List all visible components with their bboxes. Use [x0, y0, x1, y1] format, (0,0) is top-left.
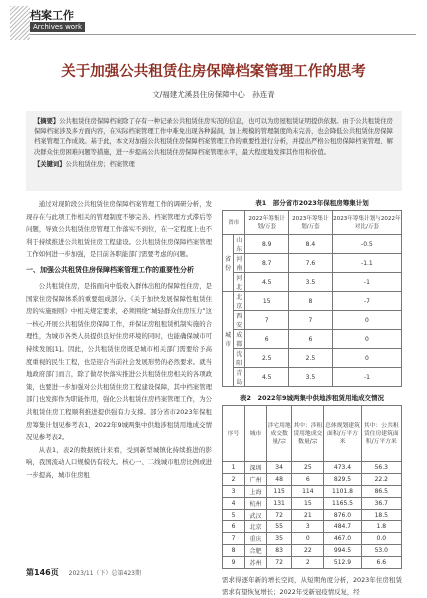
table2-header: 城市 — [245, 406, 267, 462]
table2-cell: 55 — [267, 521, 292, 533]
table2-cell: 876.0 — [324, 509, 361, 521]
table2-cell: 苏州 — [245, 557, 267, 569]
table1-cell: 3.5 — [289, 368, 333, 387]
table2-header: 序号 — [223, 406, 245, 462]
table1-group-label: 省份 — [223, 235, 234, 292]
decorative-stripes — [10, 6, 30, 40]
table2-cell: 34 — [267, 462, 292, 474]
table1-cell: 4.5 — [245, 368, 289, 387]
table1-cell: -7 — [332, 292, 401, 311]
abstract-box — [26, 111, 402, 191]
issue-info: 2023/11（下）总第423期 — [68, 570, 142, 577]
table2-row — [223, 533, 402, 545]
table2-row — [223, 473, 402, 485]
table2-header: 涉宅用地成交数量/宗 — [267, 406, 292, 462]
table2-cell: 72 — [267, 509, 292, 521]
table2-cell: 83 — [267, 545, 292, 557]
table2-cell: 829.5 — [324, 473, 361, 485]
table2-cell: 53.0 — [361, 545, 401, 557]
table2-cell: 18.5 — [361, 509, 401, 521]
table2-cell: 72 — [267, 557, 292, 569]
table2-cell: 48 — [267, 473, 292, 485]
header-divider — [30, 34, 416, 35]
keywords-label: 【关键词】 — [34, 160, 66, 168]
table2-cell: 1165.5 — [324, 497, 361, 509]
table2-cell: 15 — [292, 497, 324, 509]
table2-cell: 484.7 — [324, 521, 361, 533]
table1-cell: 2.5 — [289, 349, 333, 368]
table1-header: 省市 — [223, 211, 245, 235]
table2-header: 其中：涉租赁用地成交数量/宗 — [292, 406, 324, 462]
table1-cell: 沈阳 — [234, 349, 245, 368]
table2-cell: 22.2 — [361, 473, 401, 485]
table1-cell: 青岛 — [234, 368, 245, 387]
table1-cell: 山东 — [234, 235, 245, 254]
article-title: 关于加强公共租赁住房保障档案管理工作的思考 — [61, 63, 366, 80]
table1-row — [223, 311, 402, 330]
table1-row — [223, 330, 402, 349]
table1-cell: 4.5 — [245, 273, 289, 292]
table2-cell: 8 — [223, 545, 245, 557]
table1 — [222, 210, 402, 387]
table2-cell: 86.5 — [361, 485, 401, 497]
table1-cell: 北京 — [234, 292, 245, 311]
table2-cell: 6 — [292, 473, 324, 485]
article-author: 文/福建尤溪县住房保障中心 孙连青 — [152, 90, 275, 99]
table1-cell: 河南 — [234, 254, 245, 273]
table1-cell: 7 — [245, 311, 289, 330]
table1-row — [223, 254, 402, 273]
table2-row — [223, 485, 402, 497]
table2-cell: 0.0 — [361, 533, 401, 545]
table2-cell: 467.0 — [324, 533, 361, 545]
table2-cell: 6.6 — [361, 557, 401, 569]
abstract-text — [34, 117, 394, 158]
table2-cell: 深圳 — [245, 462, 267, 474]
table2-cell: 北京 — [245, 521, 267, 533]
table2-cell: 9 — [223, 557, 245, 569]
abstract-body: 公共租赁住房保障档案除了存有一种记录公共租赁住房实况的信息，也可以为房屋租赁证明提供依据。由于公共租赁住房保障档案涉及多方面内容，在实际档案管理工作中难免出现各种漏洞，加上规模的管理制度尚未完善，也会降低公共租赁住房保障档案管理工作成效。基于此，本文对加强公共租赁住房保障档案管理工作的重要性进行分析，并提出严格公租房保障档案管理、解决群众住房困难问题等措施，进一步提高公共租赁住房保障档案管理水平，最大程度地发挥其作用和价值。 — [34, 118, 393, 156]
table2-caption: 表2 2022年9城两集中供地涉租赁用地成交情况 — [239, 394, 385, 402]
table2-cell: 114 — [292, 485, 324, 497]
table2-cell: 1101.8 — [324, 485, 361, 497]
table2-row — [223, 497, 402, 509]
table1-header: 2022年筹集计划/万套 — [245, 211, 289, 235]
table2-cell: 35 — [267, 533, 292, 545]
table2-cell: 合肥 — [245, 545, 267, 557]
body-left-column — [26, 198, 212, 481]
table1-row — [223, 368, 402, 387]
table2-row — [223, 462, 402, 474]
section-header — [0, 0, 427, 46]
body-right-column — [222, 198, 402, 598]
table1-cell: 8.9 — [245, 235, 289, 254]
body-paragraph: 从表1、表2的数据统计来看，受到新型城镇化持续推进的影响，我国流动人口规模仍有较大。核心一、二线城市租房比例或进一步提高，城市住房租 — [26, 445, 212, 479]
table2-header: 总体规划建筑面积/万平方米 — [324, 406, 361, 462]
table1-header: 2023年筹集计划与2022年对比/万套 — [332, 211, 401, 235]
table2-cell: 3 — [292, 521, 324, 533]
table2-cell: 重庆 — [245, 533, 267, 545]
body-paragraph: 需求得逐年新的增长空间，从短期角度分析，2023年住房租赁需求有望恢复增长；2022年受新冠疫情反复，经 — [222, 576, 402, 597]
table2-cell: 21 — [292, 509, 324, 521]
table2-cell: 上海 — [245, 485, 267, 497]
table2-cell: 杭州 — [245, 497, 267, 509]
table2-cell: 2 — [292, 557, 324, 569]
table2-cell: 36.7 — [361, 497, 401, 509]
table2-cell: 广州 — [245, 473, 267, 485]
table1-cell: -0.5 — [332, 235, 401, 254]
section-title: 档案工作 — [30, 9, 74, 22]
table2 — [222, 405, 402, 569]
table2-cell: 2 — [223, 473, 245, 485]
table1-cell: 7 — [289, 311, 333, 330]
table2-cell: 3 — [223, 485, 245, 497]
table1-row — [223, 349, 402, 368]
table2-cell: 1 — [223, 462, 245, 474]
page-footer — [26, 567, 402, 578]
table2-cell: 6 — [223, 521, 245, 533]
table1-row — [223, 235, 402, 254]
table1-cell: 0 — [332, 349, 401, 368]
table2-cell: 115 — [267, 485, 292, 497]
table2-cell: 131 — [267, 497, 292, 509]
body-paragraph: 通过对现阶段公共租赁住房保障档案管理工作的调研分析，发现存在与此项工作相关的管理制度不够完善、档案管理方式滞后等问题，导致公共租赁住房管理工作落实不到位，在一定程度上也不利于持续推进公共租赁住房工程建设。公共租赁住房保障档案管理工作如何进一步加强，是目前各职能部门需要考虑的问题。 — [26, 200, 212, 259]
table2-cell: 512.9 — [324, 557, 361, 569]
table2-cell: 56.3 — [361, 462, 401, 474]
table2-cell: 473.4 — [324, 462, 361, 474]
table1-cell: 0 — [332, 311, 401, 330]
keywords — [34, 160, 394, 170]
table1-cell: 西安 — [234, 311, 245, 330]
table1-cell: 6 — [289, 330, 333, 349]
table1-cell: 8.7 — [245, 254, 289, 273]
table2-cell: 0 — [292, 533, 324, 545]
table2-cell: 25 — [292, 462, 324, 474]
table1-cell: 6 — [245, 330, 289, 349]
table1-row — [223, 292, 402, 311]
table1-caption: 表1 部分省市2023年保租房筹集计划 — [255, 199, 369, 207]
table1-cell: 3.5 — [289, 273, 333, 292]
section-heading: 一、加强公共租赁住房保障档案管理工作的重要性分析 — [26, 265, 194, 274]
table2-cell: 1.8 — [361, 521, 401, 533]
page-number: 第146页 — [26, 568, 59, 577]
section-title-en: Archives work — [30, 22, 85, 32]
table2-cell: 994.5 — [324, 545, 361, 557]
table2-cell: 4 — [223, 497, 245, 509]
table2-row — [223, 509, 402, 521]
table1-cell: 8.4 — [289, 235, 333, 254]
table1-cell: 15 — [245, 292, 289, 311]
table2-cell: 5 — [223, 509, 245, 521]
table1-cell: -1 — [332, 368, 401, 387]
table1-cell: 8 — [289, 292, 333, 311]
table1-cell: -1.1 — [332, 254, 401, 273]
keywords-body: 公共租赁住房；档案管理 — [65, 160, 135, 168]
table1-cell: -1 — [332, 273, 401, 292]
table1-row — [223, 273, 402, 292]
table1-header: 2023年筹集计划/万套 — [289, 211, 333, 235]
abstract-label: 【摘要】 — [34, 118, 60, 125]
table1-cell: 0 — [332, 330, 401, 349]
table2-header: 其中：公共租赁住房建筑面积/万平方米 — [361, 406, 401, 462]
body-paragraph: 公共租赁住房，是指面向中低收入群体出租的保障性住房，是国家住房保障体系的重要组成部分。《关于加快发展保障性租赁住房的实施细则》中相关规定要求，必须围绕“城轻群众住房压力”这一核心开展公共租赁住房保障工作，并保证房租租赁机制实施的合理性，为城市各类人员提供良好住房环境的同时，也能确保城市可持续发展[1]。因此，公共租赁住房既是城市相关部门需要给予高度重视的民生工程，也是迎合当前社会发展形势的必然要求。就当地政府部门而言，除了做尽快落实推进公共租赁住房相关的各项政策，也要进一步加强对公共租赁住房工程建设保障，其中档案管理部门也发挥作为职能作用，强化公共租赁住房档案管理工作，为公共租赁住房工程顺利推进提供强有力支撑。部分省市2023年保租房筹集计划见参考表1，2022年9城两集中供地涉租赁用地成交情况见参考表2。 — [26, 281, 212, 442]
table2-row — [223, 521, 402, 533]
table1-group-label: 城市 — [223, 292, 234, 387]
table2-row — [223, 545, 402, 557]
table1-cell: 2.5 — [245, 349, 289, 368]
table1-cell: 河北 — [234, 273, 245, 292]
table2-cell: 武汉 — [245, 509, 267, 521]
table1-cell: 7.6 — [289, 254, 333, 273]
table1-cell: 成都 — [234, 330, 245, 349]
table2-cell: 22 — [292, 545, 324, 557]
table2-cell: 7 — [223, 533, 245, 545]
